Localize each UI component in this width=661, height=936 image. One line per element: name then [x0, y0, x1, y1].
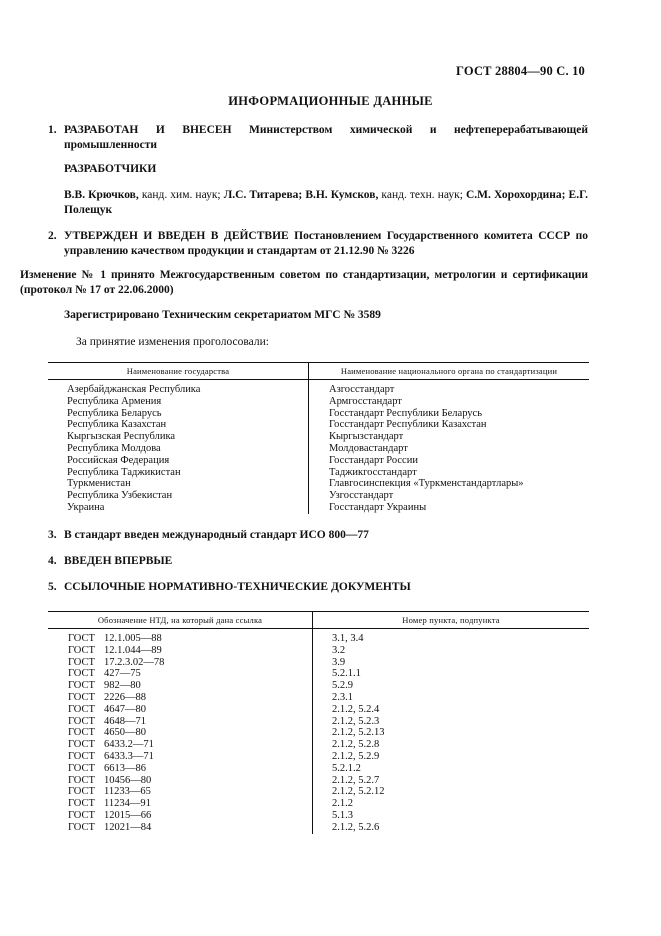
table-row	[48, 467, 589, 479]
gost-prefix: ГОСТ	[68, 739, 95, 751]
developers-heading: РАЗРАБОТЧИКИ	[64, 163, 157, 175]
state-name: Азербайджанская Республика	[48, 380, 309, 396]
table-row	[48, 716, 589, 728]
gost-number: 12015—66	[104, 809, 152, 821]
table-row	[48, 645, 589, 657]
section-4-text: ВВЕДЕН ВПЕРВЫЕ	[64, 555, 173, 567]
gost-number: 4650—80	[104, 727, 146, 739]
table-row	[48, 478, 589, 490]
ntd-designation	[48, 668, 313, 680]
table-row	[48, 396, 589, 408]
standards-body-name: Госстандарт Украины	[329, 501, 427, 513]
table-row	[48, 629, 589, 645]
ntd-col-header: Обозначение НТД, на который дана ссылка	[48, 612, 313, 629]
references-table	[48, 611, 589, 834]
gost-number: 6433.2—71	[104, 739, 154, 751]
page-header: ГОСТ 28804—90 С. 10	[456, 64, 585, 78]
gost-number: 982—80	[104, 680, 141, 692]
state-name: Российская Федерация	[48, 455, 309, 467]
table-row	[48, 657, 589, 669]
gost-number: 17.2.3.02—78	[104, 656, 165, 668]
clause-number: 5.1.3	[332, 809, 353, 821]
table-row	[48, 380, 589, 396]
states-table	[48, 362, 589, 514]
gost-prefix: ГОСТ	[68, 774, 95, 786]
gost-number: 10456—80	[104, 774, 152, 786]
section-1-number: 1.	[48, 124, 57, 136]
clause-number: 2.1.2, 5.2.3	[332, 715, 380, 727]
amendment-note: Изменение № 1 принято Межгосударственным советом по стандартизации, метрологии и сертификации (протокол № 17 от 22.06.2000)	[20, 269, 588, 296]
gost-number: 12.1.044—89	[104, 644, 162, 656]
table-row	[48, 775, 589, 787]
state-name: Кыргызская Республика	[48, 431, 309, 443]
clause-number: 3.1, 3.4	[332, 633, 364, 644]
developer-name: С.М. Хорохордина; Е.Г. Полещук	[64, 189, 588, 216]
table-row	[48, 798, 589, 810]
standards-body-name: Молдовастандарт	[329, 442, 408, 454]
state-name: Республика Молдова	[48, 443, 309, 455]
state-name: Республика Таджикистан	[48, 467, 309, 479]
table-row	[48, 443, 589, 455]
gost-prefix: ГОСТ	[68, 633, 95, 644]
gost-number: 2226—88	[104, 691, 146, 703]
clause-number: 5.2.1.1	[332, 668, 361, 680]
ntd-designation	[48, 680, 313, 692]
gost-prefix: ГОСТ	[68, 691, 95, 703]
ntd-designation	[48, 775, 313, 787]
ntd-designation	[48, 751, 313, 763]
ntd-designation	[48, 716, 313, 728]
state-name: Республика Армения	[48, 396, 309, 408]
standards-body-name: Госстандарт Республики Казахстан	[329, 419, 487, 431]
developer-name: В.Н. Кумсков,	[305, 189, 379, 201]
standards-body-name: Армгосстандарт	[329, 395, 402, 407]
gost-number: 11234—91	[104, 798, 151, 810]
section-2	[48, 229, 588, 259]
bodies-col-header: Наименование национального органа по стандартизации	[309, 363, 590, 380]
clause-number: 2.1.2	[332, 798, 353, 810]
table-row	[48, 490, 589, 502]
clause-number: 2.1.2, 5.2.7	[332, 774, 380, 786]
clause-number: 2.1.2, 5.2.6	[332, 821, 380, 833]
gost-prefix: ГОСТ	[68, 762, 95, 774]
table-row	[48, 680, 589, 692]
state-name: Республика Узбекистан	[48, 490, 309, 502]
developer-name: В.В. Крючков,	[64, 189, 139, 201]
state-name: Республика Беларусь	[48, 408, 309, 420]
standards-body-name: Госстандарт Республики Беларусь	[329, 407, 483, 419]
ntd-designation	[48, 692, 313, 704]
gost-prefix: ГОСТ	[68, 727, 95, 739]
clause-number: 2.3.1	[332, 691, 353, 703]
gost-number: 6613—86	[104, 762, 146, 774]
voted-intro: За принятие изменения проголосовали:	[76, 336, 269, 348]
table-row	[48, 751, 589, 763]
clause-number: 5.2.9	[332, 680, 353, 692]
gost-number: 12021—84	[104, 821, 152, 833]
section-5-text: ССЫЛОЧНЫЕ НОРМАТИВНО-ТЕХНИЧЕСКИЕ ДОКУМЕНТЫ	[64, 581, 411, 593]
table-row	[48, 763, 589, 775]
ntd-designation	[48, 798, 313, 810]
gost-number: 427—75	[104, 668, 141, 680]
clause-number: 2.1.2, 5.2.9	[332, 750, 380, 762]
section-4-number: 4.	[48, 555, 57, 567]
ntd-designation	[48, 645, 313, 657]
ntd-designation	[48, 763, 313, 775]
section-2-number: 2.	[48, 230, 57, 242]
table-row	[48, 431, 589, 443]
clause-number: 2.1.2, 5.2.8	[332, 739, 380, 751]
states-col-header: Наименование государства	[48, 363, 309, 380]
table-row	[48, 704, 589, 716]
developer-degree: канд. хим. наук;	[138, 189, 224, 201]
table-row	[48, 739, 589, 751]
standards-body-name: Таджикгосстандарт	[329, 466, 417, 478]
gost-prefix: ГОСТ	[68, 656, 95, 668]
ntd-designation	[48, 739, 313, 751]
clause-number: 2.1.2, 5.2.4	[332, 703, 380, 715]
section-3-text: В стандарт введен международный стандарт ИСО 800—77	[64, 529, 369, 541]
developers-list	[64, 188, 588, 218]
section-4	[48, 554, 588, 569]
state-name: Республика Казахстан	[48, 419, 309, 431]
section-5	[48, 580, 588, 595]
section-3	[48, 528, 588, 543]
states-table-body	[48, 380, 589, 514]
standards-body-name: Кыргызстандарт	[329, 431, 404, 443]
gost-prefix: ГОСТ	[68, 821, 95, 833]
ntd-designation	[48, 704, 313, 716]
ntd-designation	[48, 822, 313, 834]
section-3-number: 3.	[48, 529, 57, 541]
gost-prefix: ГОСТ	[68, 715, 95, 727]
gost-number: 12.1.005—88	[104, 633, 162, 644]
gost-prefix: ГОСТ	[68, 798, 95, 810]
state-name: Туркменистан	[48, 478, 309, 490]
ntd-designation	[48, 786, 313, 798]
registration-note: Зарегистрировано Техническим секретариатом МГС № 3589	[64, 309, 381, 321]
gost-number: 4647—80	[104, 703, 146, 715]
section-2-text: УТВЕРЖДЕН И ВВЕДЕН В ДЕЙСТВИЕ Постановлением Государственного комитета СССР по управлению качеством продукции и стандартам от 21.12.90 № 3226	[64, 230, 588, 257]
gost-prefix: ГОСТ	[68, 668, 95, 680]
standards-body-name: Узгосстандарт	[329, 490, 394, 502]
gost-prefix: ГОСТ	[68, 750, 95, 762]
ntd-designation	[48, 629, 313, 645]
clause-number: 2.1.2, 5.2.13	[332, 727, 385, 739]
references-table-body	[48, 629, 589, 834]
table-row	[48, 786, 589, 798]
table-row	[48, 692, 589, 704]
ntd-designation	[48, 727, 313, 739]
state-name: Украина	[48, 502, 309, 514]
clause-number: 5.2.1.2	[332, 762, 361, 774]
section-5-number: 5.	[48, 581, 57, 593]
table-row	[48, 822, 589, 834]
gost-prefix: ГОСТ	[68, 809, 95, 821]
table-row	[48, 455, 589, 467]
developer-name: Л.С. Титарева;	[223, 189, 306, 201]
clause-number: 2.1.2, 5.2.12	[332, 786, 385, 798]
table-row	[48, 727, 589, 739]
page-title: ИНФОРМАЦИОННЫЕ ДАННЫЕ	[228, 94, 433, 108]
table-row	[48, 810, 589, 822]
standards-body-name: Азгосстандарт	[329, 384, 395, 395]
clause-number: 3.9	[332, 656, 346, 668]
gost-prefix: ГОСТ	[68, 703, 95, 715]
table-row	[48, 668, 589, 680]
clause-number: 3.2	[332, 644, 346, 656]
gost-number: 4648—71	[104, 715, 146, 727]
gost-prefix: ГОСТ	[68, 786, 95, 798]
developer-degree: канд. техн. наук;	[378, 189, 466, 201]
standards-body-name: Главгосинспекция «Туркменстандартлары»	[329, 478, 524, 490]
section-1-text: РАЗРАБОТАН И ВНЕСЕН Министерством химической и нефтеперерабатывающей промышленности	[64, 124, 588, 151]
standards-body-name: Госстандарт России	[329, 454, 418, 466]
clause-col-header: Номер пункта, подпункта	[313, 612, 590, 629]
gost-number: 11233—65	[104, 786, 151, 798]
gost-prefix: ГОСТ	[68, 680, 95, 692]
gost-number: 6433.3—71	[104, 750, 154, 762]
section-1	[48, 123, 588, 153]
table-row	[48, 408, 589, 420]
gost-prefix: ГОСТ	[68, 644, 95, 656]
ntd-designation	[48, 810, 313, 822]
ntd-designation	[48, 657, 313, 669]
table-row	[48, 502, 589, 514]
table-row	[48, 419, 589, 431]
